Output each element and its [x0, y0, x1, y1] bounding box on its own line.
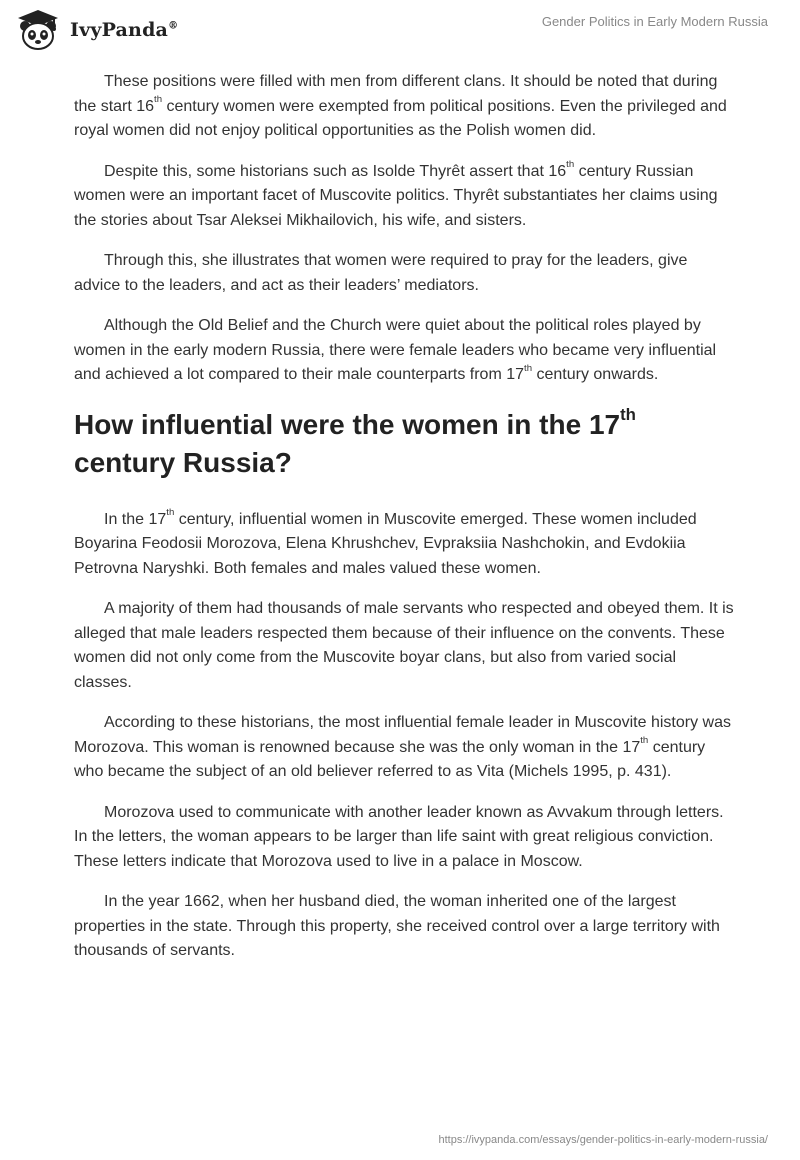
- page-header: [0, 0, 800, 64]
- panda-logo-icon: [14, 8, 62, 52]
- paragraph: In the year 1662, when her husband died, the woman inherited one of the largest properties in the state. Through this property, she received control over a large territory with thousands of servants.: [74, 893, 720, 959]
- paragraph: According to these historians, the most influential female leader in Muscovite history was Morozova. This woman is renowned because she was the only woman in the 17th century who became the subject of an old believer referred to as Vita (Michels 1995, p. 431).: [74, 714, 731, 780]
- essay-body: [74, 70, 734, 980]
- brand-name: IvyPanda®: [70, 19, 179, 41]
- paragraph: Although the Old Belief and the Church were quiet about the political roles played by women in the early modern Russia, there were female leaders who became very influential and achieved a lot compared to their male counterparts from 17th century onwards.: [74, 317, 717, 383]
- source-url[interactable]: https://ivypanda.com/essays/gender-politics-in-early-modern-russia/: [438, 1134, 768, 1146]
- paragraph: Despite this, some historians such as Isolde Thyrêt assert that 16th century Russian women were an important facet of Muscovite politics. Thyrêt substantiates her claims using the stories about Tsar Aleksei Mikhailovich, his wife, and sisters.: [74, 159, 718, 229]
- section-heading: How influential were the women in the 17th century Russia?: [74, 404, 636, 478]
- paragraph: In the 17th century, influential women in Muscovite emerged. These women included Boyarina Feodosii Morozova, Elena Khrushchev, Evpraksiia Nashchokin, and Evdokiia Petrovna Naryshki. Both females and males valued these women.: [74, 507, 697, 577]
- paragraph: Morozova used to communicate with another leader known as Avvakum through letters. In the letters, the woman appears to be larger than life saint with great religious conviction. These letters indicate that Morozova used to live in a palace in Moscow.: [74, 803, 724, 870]
- document-title: Gender Politics in Early Modern Russia: [541, 14, 768, 29]
- paragraph: A majority of them had thousands of male servants who respected and obeyed them. It is alleged that male leaders respected them because of their influence on the convents. These women did not only come from the Muscovite boyar clans, but also from varied social classes.: [74, 600, 734, 691]
- paragraph: These positions were filled with men from different clans. It should be noted that during the start 16th century women were exempted from political positions. Even the privileged and royal women did not enjoy political opportunities as the Polish women did.: [74, 73, 727, 139]
- paragraph: Through this, she illustrates that women were required to pray for the leaders, give advice to the leaders, and act as their leaders’ mediators.: [74, 252, 688, 294]
- brand-logo[interactable]: [14, 8, 178, 52]
